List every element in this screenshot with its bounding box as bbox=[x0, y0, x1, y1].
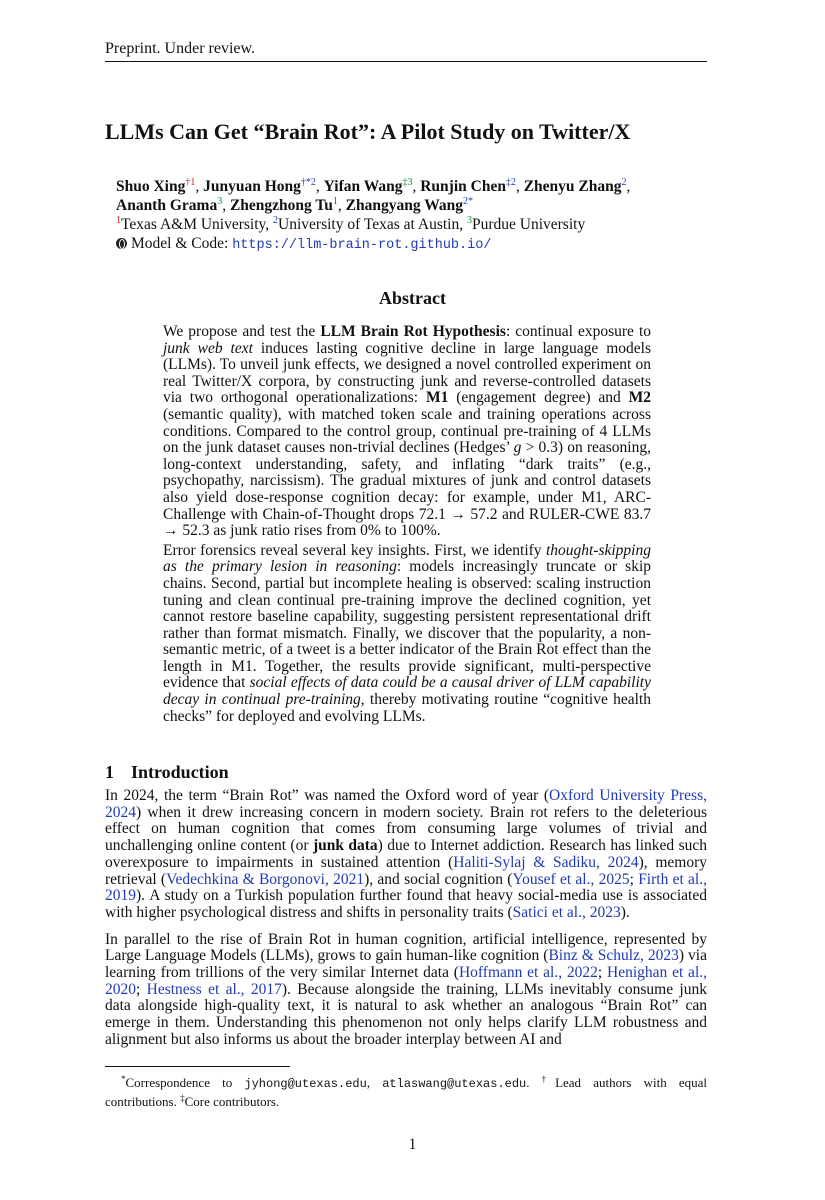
citation-link[interactable]: Satici et al., 2023 bbox=[512, 903, 621, 921]
footnote-rule bbox=[105, 1066, 290, 1067]
citation-link[interactable]: Yousef et al., 2025 bbox=[512, 870, 630, 888]
abstract-paragraph: Error forensics reveal several key insights. First, we identify thought-skipping as the primary lesion in reasoning: models increasingly truncate or skip chains. Second, partial but incomplete healing is observed: scaling instruction tuning and clean continual pre-training improve the declined cognition, yet cannot restore baseline capability, suggesting persistent representational drift rather than format mismatch. Finally, we discover that the popularity, a non-semantic metric, of a tweet is a better indicator of the Brain Rot effect than the length in M1. Together, the results provide significant, multi-perspective evidence that social effects of data could be a causal driver of LLM capability decay in continual pre-training, thereby motivating routine “cognitive health checks” for deployed and evolving LLMs. bbox=[163, 541, 652, 725]
footnote: *Correspondence to jyhong@utexas.edu, atlaswang@utexas.edu. †Lead authors with equal contributions. ‡Core contributors. bbox=[105, 1074, 708, 1109]
body-paragraph: In 2024, the term “Brain Rot” was named the Oxford word of year (Oxford University Press, 2024) when it drew increasing concern in modern society. Brain rot refers to the deleterious effect on human cognition that comes from consuming large volumes of trivial and unchallenging online content (or junk data) due to Internet addiction. Research has linked such overexposure to impairments in sustained attention (Haliti-Sylaj & Sadiku, 2024), memory retrieval (Vedechkina & Borgonovi, 2021), and social cognition (Yousef et al., 2025; Firth et al., 2019). A study on a Turkish population further found that heavy social-media use is associated with higher psychological distress and shifts in personality traits (Satici et al., 2023). bbox=[105, 787, 707, 921]
author: Junyuan Hong$^{\dagger*2}$ bbox=[203, 177, 316, 195]
citation-link[interactable]: Hoffmann et al., 2022 bbox=[458, 964, 598, 982]
abstract-heading: Abstract bbox=[379, 288, 446, 308]
page-number: 1 bbox=[408, 1136, 417, 1153]
author: Shuo Xing$^{\dagger 1}$ bbox=[116, 177, 196, 195]
paper-title: LLMs Can Get “Brain Rot”: A Pilot Study on Twitter/X bbox=[105, 119, 631, 144]
introduction-body bbox=[105, 788, 707, 1049]
citation-link[interactable]: Vedechkina & Borgonovi, 2021 bbox=[166, 870, 365, 888]
author-line-1: Shuo Xing$^{\dagger 1}$, Junyuan Hong$^{\dagger*2}$, Yifan Wang$^{\ddagger 3}$, Runjin Chen$^{\ddagger 2}$, Zhenyu Zhang$^2$, bbox=[116, 177, 631, 195]
citation-link[interactable]: Firth et al., 2019 bbox=[105, 870, 707, 905]
author: Zhenyu Zhang$^2$ bbox=[523, 177, 627, 195]
citation-link[interactable]: Binz & Schulz, 2023 bbox=[548, 947, 679, 965]
affiliations: $^1$Texas A&M University, $^2$University of Texas at Austin, $^3$Purdue University bbox=[116, 215, 586, 233]
author-line-2: Ananth Grama$^3$, Zhengzhong Tu$^1$, Zhangyang Wang$^{2*}$ bbox=[116, 196, 473, 214]
author: Zhengzhong Tu$^1$ bbox=[229, 196, 338, 214]
author-block bbox=[116, 177, 716, 255]
email-address: jyhong@utexas.edu bbox=[244, 1077, 367, 1091]
abstract-paragraph: We propose and test the LLM Brain Rot Hypothesis: continual exposure to junk web text induces lasting cognitive decline in large language models (LLMs). To unveil junk effects, we designed a novel controlled experiment on real Twitter/X corpora, by constructing junk and reverse-controlled datasets via two orthogonal operationalizations: M1 (engagement degree) and M2 (semantic quality), with matched token scale and training operations across conditions. Compared to the control group, continual pre-training of 4 LLMs on the junk dataset causes non-trivial declines (Hedges’ g > 0.3) on reasoning, long-context understanding, safety, and inflating “dark traits” (e.g., psychopathy, narcissism). The gradual mixtures of junk and control datasets also yield dose-response cognition decay: for example, under M1, ARC-Challenge with Chain-of-Thought drops 72.1 → 57.2 and RULER-CWE 83.7 → 52.3 as junk ratio rises from 0% to 100%. bbox=[163, 323, 652, 540]
author: Ananth Grama$^3$ bbox=[116, 196, 223, 214]
abstract-body bbox=[163, 324, 651, 725]
header-rule bbox=[105, 61, 707, 62]
citation-link[interactable]: Hestness et al., 2017 bbox=[146, 980, 282, 998]
body-paragraph: In parallel to the rise of Brain Rot in human cognition, artificial intelligence, represented by Large Language Models (LLMs), grows to gain human-like cognition (Binz & Schulz, 2023) via learning from trillions of the very similar Internet data (Hoffmann et al., 2022; Henighan et al., 2020; Hestness et al., 2017). Because alongside the training, LLMs inevitably consume junk data alongside high-quality text, it is natural to ask whether an analogous “Brain Rot” can emerge in them. Understanding this phenomenon not only helps clarify LLM robustness and alignment but also informs us about the broader interplay between AI and bbox=[105, 930, 707, 1048]
author: Runjin Chen$^{\ddagger 2}$ bbox=[420, 177, 516, 195]
citation-link[interactable]: Oxford University Press, 2024 bbox=[105, 787, 707, 821]
project-url-link[interactable]: https://llm-brain-rot.github.io/ bbox=[232, 238, 492, 253]
email-address: atlaswang@utexas.edu bbox=[382, 1077, 527, 1091]
section-heading: 1 Introduction bbox=[105, 762, 229, 782]
author: Zhangyang Wang$^{2*}$ bbox=[345, 196, 473, 214]
preprint-note: Preprint. Under review. bbox=[105, 40, 256, 57]
author: Yifan Wang$^{\ddagger 3}$ bbox=[323, 177, 413, 195]
globe-icon bbox=[116, 238, 127, 249]
code-link-line: Model & Code: https://llm-brain-rot.github.io/ bbox=[116, 234, 716, 255]
citation-link[interactable]: Haliti-Sylaj & Sadiku, 2024 bbox=[453, 853, 639, 871]
citation-link[interactable]: Henighan et al., 2020 bbox=[105, 964, 707, 998]
